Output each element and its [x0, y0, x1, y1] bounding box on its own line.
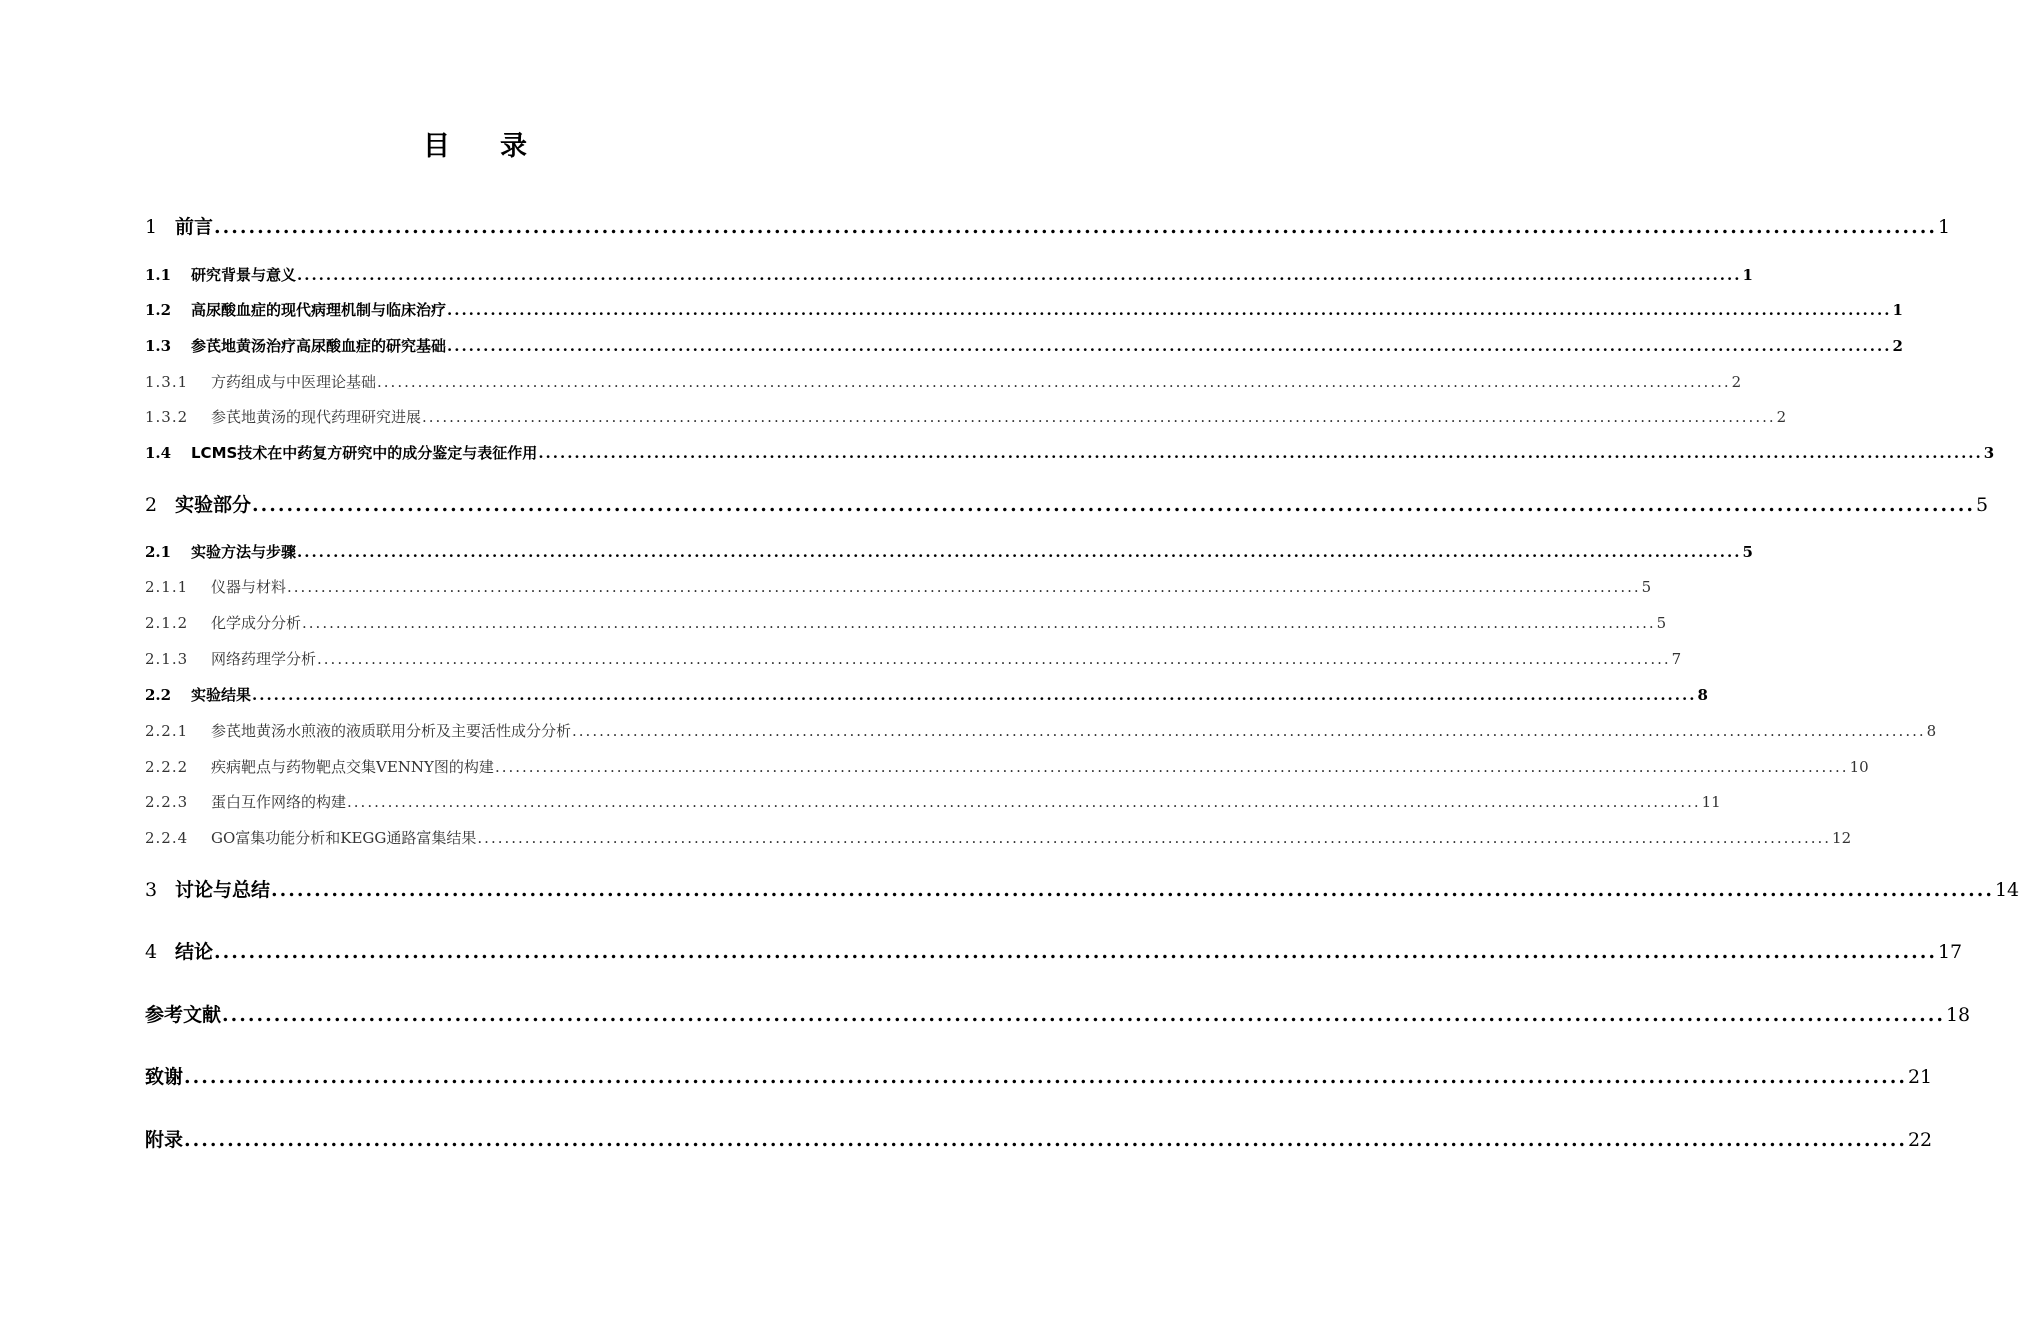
toc-entry-number: 2.1 — [145, 543, 172, 561]
toc-entry-label: 研究背景与意义 — [191, 266, 297, 284]
toc-entry[interactable] — [145, 371, 1742, 392]
toc-entry-page: 10 — [1849, 758, 1869, 776]
toc-entry-label: 实验部分 — [175, 494, 252, 516]
toc-entry-number: 1.2 — [145, 301, 172, 319]
toc-entry[interactable] — [145, 827, 1852, 848]
dot-leader: ........................................................................................................................................................................................................ — [572, 722, 1926, 740]
toc-title-char: 目 — [423, 131, 450, 162]
toc-entry-page: 8 — [1697, 686, 1708, 704]
toc-entry-label: 网络药理学分析 — [211, 650, 317, 668]
toc-entry-label: 参芪地黄汤水煎液的液质联用分析及主要活性成分分析 — [211, 722, 572, 740]
toc-entry-page: 1 — [1937, 216, 1951, 238]
toc-entry-number: 2.2.4 — [145, 829, 189, 847]
toc-entry[interactable] — [145, 335, 1903, 356]
toc-entry-page: 5 — [1975, 494, 1989, 516]
toc-entry-number: 2.2.2 — [145, 758, 189, 776]
toc-entry[interactable] — [145, 937, 1963, 964]
toc-entry-number: 1.1 — [145, 266, 172, 284]
toc-entry-label: 结论 — [175, 941, 214, 963]
toc-entry-label: LCMS技术在中药复方研究中的成分鉴定与表征作用 — [191, 444, 538, 462]
toc-entry[interactable] — [145, 875, 2019, 902]
toc-entry-page: 2 — [1776, 408, 1787, 426]
toc-entry-label: 讨论与总结 — [175, 879, 271, 901]
toc-entry[interactable] — [145, 720, 1937, 741]
toc-entry-label: 实验结果 — [191, 686, 252, 704]
toc-entry-page: 3 — [1983, 444, 1995, 462]
toc-entry-label: 参芪地黄汤的现代药理研究进展 — [211, 408, 422, 426]
dot-leader: ........................................................................................................................................................................................................ — [287, 578, 1641, 596]
toc-entry[interactable] — [145, 299, 1903, 320]
toc-entry-number: 1.3.1 — [145, 373, 189, 391]
toc-entry-page: 1 — [1742, 266, 1753, 284]
toc-entry-label: 参考文献 — [145, 1004, 222, 1026]
toc-entry-page: 8 — [1926, 722, 1937, 740]
dot-leader: ........................................................................................................................................................................................................ — [252, 686, 1697, 704]
toc-entry-number: 4 — [145, 941, 158, 963]
toc-entry-label: 附录 — [145, 1129, 184, 1151]
toc-entry-page: 11 — [1701, 793, 1721, 811]
toc-entry-page: 5 — [1742, 543, 1753, 561]
toc-entry[interactable] — [145, 264, 1753, 285]
toc-entry-number: 1.4 — [145, 444, 172, 462]
dot-leader: ........................................................................................................................................................................................................ — [347, 793, 1701, 811]
toc-entry-number: 2.1.2 — [145, 614, 189, 632]
toc-entry-label: GO富集功能分析和KEGG通路富集结果 — [211, 829, 477, 847]
dot-leader: ........................................................................................................................................................................................................ — [297, 543, 1742, 561]
dot-leader: ........................................................................................................................................................................................................ — [377, 373, 1731, 391]
toc-entry-page: 2 — [1731, 373, 1742, 391]
toc-entry-page: 5 — [1641, 578, 1652, 596]
toc-entry[interactable] — [145, 756, 1869, 777]
dot-leader: ........................................................................................................................................................................................................ — [184, 1066, 1907, 1088]
toc-entry-page: 17 — [1937, 941, 1963, 963]
toc-entry-number: 2 — [145, 494, 158, 516]
toc-entry[interactable] — [145, 1000, 1971, 1027]
toc-entry-label: 致谢 — [145, 1066, 184, 1088]
toc-entry[interactable] — [145, 442, 1995, 463]
toc-entry-label: 参芪地黄汤治疗高尿酸血症的研究基础 — [191, 337, 447, 355]
toc-entry-label: 仪器与材料 — [211, 578, 287, 596]
toc-entry[interactable] — [145, 648, 1682, 669]
toc-entry-page: 22 — [1907, 1129, 1933, 1151]
toc-entry[interactable] — [145, 212, 1951, 239]
dot-leader: ........................................................................................................................................................................................................ — [297, 266, 1742, 284]
toc-entry[interactable] — [145, 684, 1708, 705]
dot-leader: ........................................................................................................................................................................................................ — [317, 650, 1671, 668]
toc-entry-number: 2.2.3 — [145, 793, 189, 811]
dot-leader: ........................................................................................................................................................................................................ — [214, 216, 1937, 238]
toc-entry-page: 5 — [1656, 614, 1667, 632]
toc-entry-page: 1 — [1892, 301, 1903, 319]
dot-leader: ........................................................................................................................................................................................................ — [494, 758, 1849, 776]
toc-entry-page: 12 — [1832, 829, 1852, 847]
dot-leader: ........................................................................................................................................................................................................ — [447, 301, 1892, 319]
toc-entry-page: 14 — [1994, 879, 2019, 901]
toc-entry-number: 2.2 — [145, 686, 172, 704]
dot-leader: ........................................................................................................................................................................................................ — [214, 941, 1937, 963]
toc-entry-page: 21 — [1907, 1066, 1933, 1088]
dot-leader: ........................................................................................................................................................................................................ — [184, 1129, 1907, 1151]
dot-leader: ........................................................................................................................................................................................................ — [477, 829, 1832, 847]
toc-entry-label: 疾病靶点与药物靶点交集VENNY图的构建 — [211, 758, 494, 776]
toc-entry[interactable] — [145, 1062, 1933, 1089]
toc-entry[interactable] — [145, 406, 1787, 427]
toc-entry-number: 2.1.3 — [145, 650, 189, 668]
toc-entry-label: 蛋白互作网络的构建 — [211, 793, 347, 811]
toc-entry[interactable] — [145, 576, 1652, 597]
dot-leader: ........................................................................................................................................................................................................ — [302, 614, 1656, 632]
dot-leader: ........................................................................................................................................................................................................ — [252, 494, 1975, 516]
dot-leader: ........................................................................................................................................................................................................ — [422, 408, 1776, 426]
toc-entry-page: 18 — [1945, 1004, 1971, 1026]
dot-leader: ........................................................................................................................................................................................................ — [222, 1004, 1945, 1026]
toc-entry-number: 1 — [145, 216, 158, 238]
toc-entry-label: 化学成分分析 — [211, 614, 302, 632]
toc-entry-number: 1.3.2 — [145, 408, 189, 426]
toc-entry-label: 实验方法与步骤 — [191, 543, 297, 561]
dot-leader: ........................................................................................................................................................................................................ — [271, 879, 1994, 901]
toc-entry-label: 前言 — [175, 216, 214, 238]
toc-entry-number: 1.3 — [145, 337, 172, 355]
toc-entry[interactable] — [145, 612, 1667, 633]
toc-entry-number: 2.2.1 — [145, 722, 189, 740]
toc-entry-page: 7 — [1671, 650, 1682, 668]
toc-entry[interactable] — [145, 490, 1989, 517]
toc-entry-page: 2 — [1892, 337, 1903, 355]
toc-entry[interactable] — [145, 1125, 1933, 1152]
toc-entry[interactable] — [145, 541, 1753, 562]
dot-leader: ........................................................................................................................................................................................................ — [538, 444, 1983, 462]
toc-title-char: 录 — [500, 131, 527, 162]
toc-entry-number: 2.1.1 — [145, 578, 189, 596]
toc-entry[interactable] — [145, 791, 1721, 812]
toc-entry-number: 3 — [145, 879, 158, 901]
dot-leader: ........................................................................................................................................................................................................ — [447, 337, 1892, 355]
toc-entry-label: 方药组成与中医理论基础 — [211, 373, 377, 391]
toc-entry-label: 高尿酸血症的现代病理机制与临床治疗 — [191, 301, 447, 319]
